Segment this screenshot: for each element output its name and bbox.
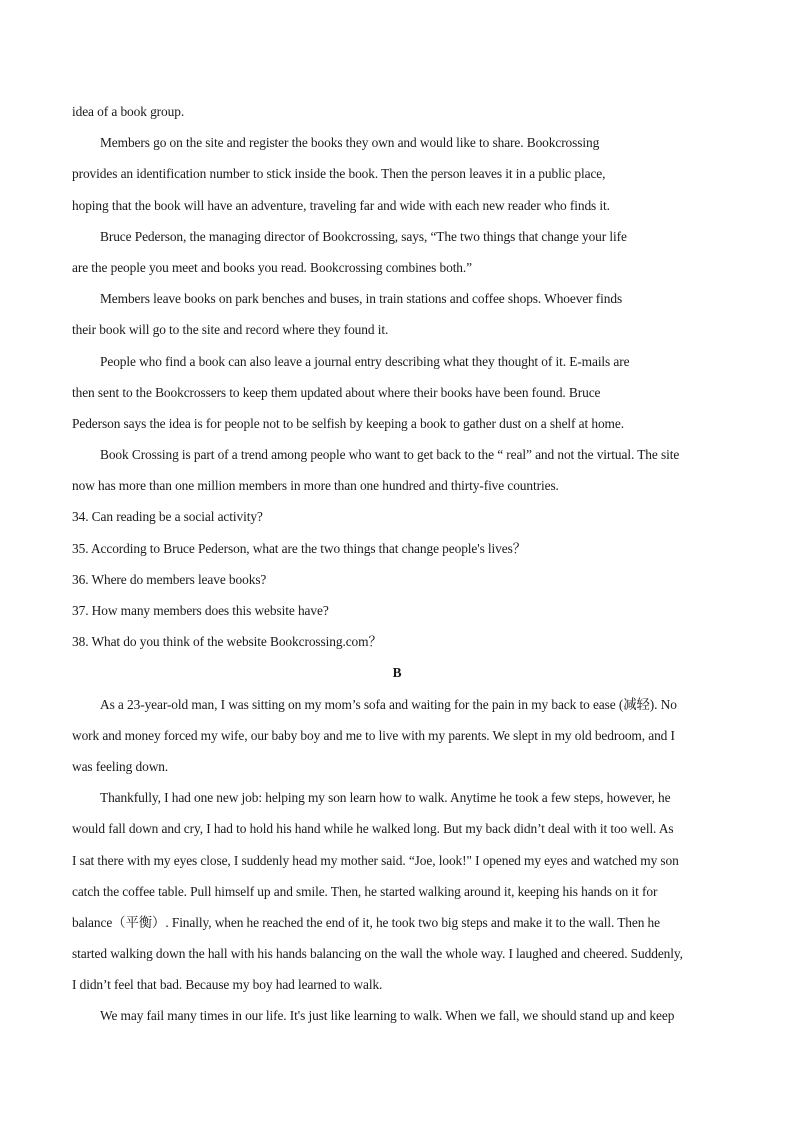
question-36: 36. Where do members leave books?: [72, 571, 267, 587]
text-line: hoping that the book will have an adventure, traveling far and wide with each new reader who finds it.: [72, 197, 610, 213]
text-line: started walking down the hall with his hands balancing on the wall the whole way. I laughed and cheered. Suddenly,: [72, 946, 683, 962]
text-line: I sat there with my eyes close, I suddenly head my mother said. “Joe, look!" I opened my eyes and watched my son: [72, 852, 679, 868]
section-heading: B: [392, 665, 402, 681]
text-line: catch the coffee table. Pull himself up and smile. Then, he started walking around it, keeping his hands on it for: [72, 883, 658, 899]
question-35: 35. According to Bruce Pederson, what are the two things that change people's lives？: [72, 540, 527, 556]
text-line: was feeling down.: [72, 758, 169, 774]
question-38: 38. What do you think of the website Bookcrossing.com？: [72, 634, 382, 650]
text-line: their book will go to the site and record where they found it.: [72, 322, 389, 338]
text-line: would fall down and cry, I had to hold his hand while he walked long. But my back didn’t deal with it too well. As: [72, 821, 674, 837]
question-37: 37. How many members does this website have?: [72, 603, 329, 618]
text-line: As a 23-year-old man, I was sitting on my mom’s sofa and waiting for the pain in my back to ease (减轻). No: [100, 696, 677, 712]
text-line: provides an identification number to stick inside the book. Then the person leaves it in a public place,: [72, 166, 606, 182]
question-34: 34. Can reading be a social activity?: [72, 509, 263, 525]
text-line: balance（平衡）. Finally, when he reached the end of it, he took two big steps and make it to the wall. Then he: [72, 914, 661, 930]
text-line: I didn’t feel that bad. Because my boy had learned to walk.: [72, 977, 383, 993]
text-line: People who find a book can also leave a journal entry describing what they thought of it. E-mails are: [100, 353, 630, 369]
text-line: idea of a book group.: [72, 104, 185, 119]
text-line: Book Crossing is part of a trend among people who want to get back to the “ real” and not the virtual. The site: [100, 447, 680, 463]
text-line: Members go on the site and register the books they own and would like to share. Bookcrossing: [100, 135, 600, 151]
text-line: Thankfully, I had one new job: helping my son learn how to walk. Anytime he took a few steps, however, he: [100, 790, 671, 806]
document-page: [72, 96, 722, 1032]
text-line: are the people you meet and books you read. Bookcrossing combines both.”: [72, 259, 472, 275]
text-line: Pederson says the idea is for people not to be selfish by keeping a book to gather dust on a shelf at home.: [72, 415, 624, 431]
text-line: then sent to the Bookcrossers to keep them updated about where their books have been found. Bruce: [72, 384, 601, 400]
text-line: Bruce Pederson, the managing director of Bookcrossing, says, “The two things that change your life: [100, 228, 627, 244]
text-line: now has more than one million members in more than one hundred and thirty-five countries.: [72, 478, 559, 494]
text-line: work and money forced my wife, our baby boy and me to live with my parents. We slept in my old bedroom, and I: [72, 727, 675, 743]
text-line: We may fail many times in our life. It's just like learning to walk. When we fall, we should stand up and keep: [100, 1008, 675, 1024]
text-line: Members leave books on park benches and buses, in train stations and coffee shops. Whoever finds: [100, 291, 623, 307]
